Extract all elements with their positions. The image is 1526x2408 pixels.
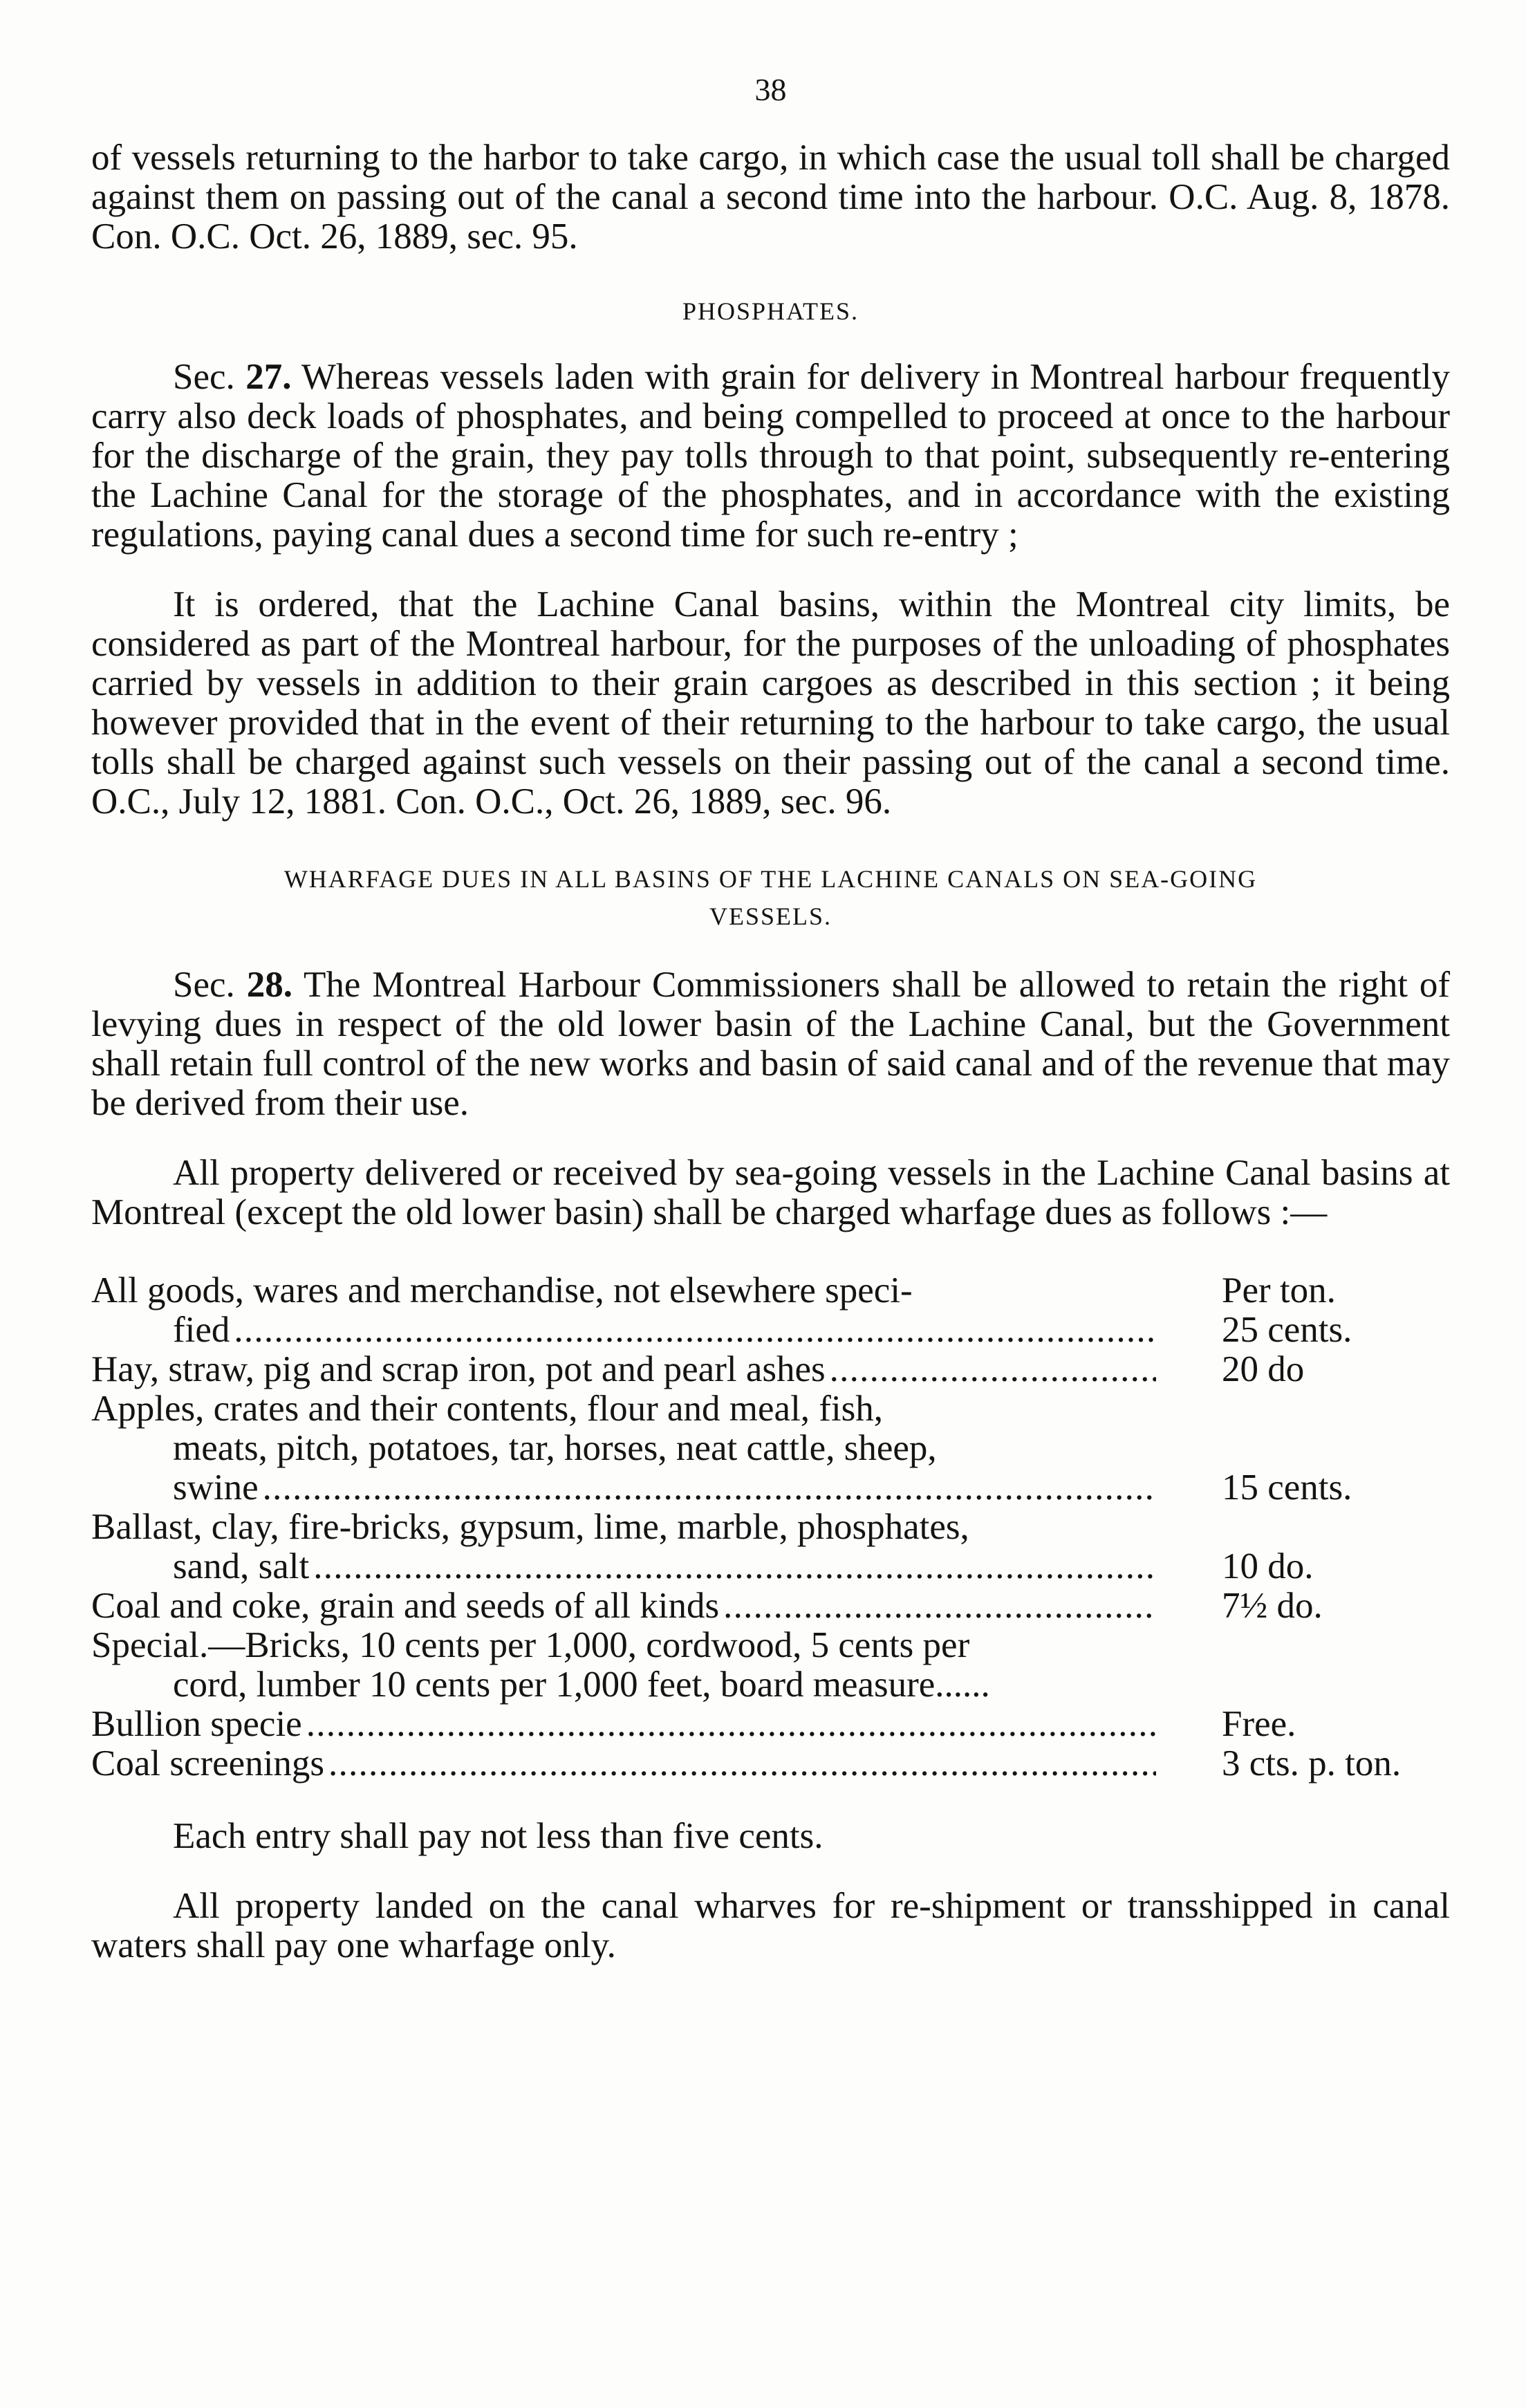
tariff-rate: [1156, 1744, 1450, 1784]
tariff-description: [91, 1508, 1156, 1586]
dot-leader: [723, 1586, 1156, 1626]
tariff-line: swine: [173, 1467, 259, 1508]
section-27-paragraph: [91, 358, 1450, 555]
tariff-row: [91, 1271, 1450, 1350]
tariff-row: [91, 1508, 1450, 1586]
minimum-charge-paragraph: Each entry shall pay not less than five cents.: [173, 1816, 824, 1856]
tariff-line: Coal screenings: [91, 1743, 325, 1784]
phosphates-heading: PHOSPHATES.: [682, 297, 859, 325]
tariff-description: [91, 1389, 1156, 1508]
rate-value: 20 do: [1222, 1349, 1305, 1389]
section-28-paragraph: [91, 965, 1450, 1123]
intro-paragraph: of vessels returning to the harbor to take cargo, in which case the usual toll shall be charged against them on passing out of the canal a second time into the harbour. O.C. Aug. 8, 1878. Con. O.C. Oct. 26, 1889, sec. 95.: [91, 138, 1450, 257]
tariff-line: sand, salt: [173, 1546, 310, 1586]
section-label: Sec.: [173, 965, 235, 1005]
tariff-description: [91, 1350, 1156, 1389]
tariff-row: [91, 1626, 1450, 1705]
tariff-line: Special.—Bricks, 10 cents per 1,000, cordwood, 5 cents per: [91, 1625, 970, 1665]
tariff-description: [91, 1705, 1156, 1744]
tariff-rate: [1156, 1350, 1450, 1389]
tariff-row: [91, 1705, 1450, 1744]
tariff-rate: [1156, 1705, 1450, 1744]
tariff-description: [91, 1626, 1156, 1705]
dot-leader: [306, 1705, 1156, 1744]
rate-value: 7½ do.: [1222, 1586, 1323, 1626]
tariff-row: [91, 1744, 1450, 1784]
tariff-row: [91, 1350, 1450, 1389]
tariff-description: [91, 1744, 1156, 1784]
tariff-description: [91, 1271, 1156, 1350]
dot-leader: [263, 1468, 1156, 1508]
wharfage-intro-paragraph: All property delivered or received by sea-going vessels in the Lachine Canal basins at Montreal (except the old lower basin) shall be charged wharfage dues as follows :—: [91, 1153, 1450, 1232]
rate-unit-header: Per ton.: [1222, 1270, 1336, 1310]
transshipment-paragraph: All property landed on the canal wharves for re-shipment or transshipped in canal waters shall pay one wharfage only.: [91, 1886, 1450, 1965]
rate-value: 3 cts. p. ton.: [1222, 1743, 1402, 1784]
wharfage-heading-line-2: VESSELS.: [709, 902, 832, 930]
dot-leader: [313, 1547, 1156, 1586]
wharfage-tariff-table: [91, 1271, 1450, 1784]
rate-value: 25 cents.: [1222, 1310, 1352, 1350]
section-number: 27.: [245, 357, 292, 397]
page-number: 38: [754, 72, 787, 107]
dot-leader: [830, 1350, 1156, 1389]
tariff-line: Apples, crates and their contents, flour and meal, fish,: [91, 1389, 884, 1429]
tariff-description: [91, 1586, 1156, 1626]
tariff-line: Bullion specie: [91, 1704, 302, 1744]
dot-leader: [328, 1744, 1156, 1784]
dot-leader: [234, 1310, 1156, 1350]
tariff-rate: [1156, 1508, 1450, 1586]
rate-value: 10 do.: [1222, 1546, 1314, 1586]
tariff-rate: [1156, 1626, 1450, 1705]
section-28-text: The Montreal Harbour Commissioners shall be allowed to retain the right of levying dues in respect of the old lower basin of the Lachine Canal, but the Government shall retain full control of the new works and basin of said canal and of the revenue that may be derived from their use.: [91, 965, 1451, 1123]
tariff-line: All goods, wares and merchandise, not elsewhere speci-: [91, 1270, 913, 1310]
tariff-rate: [1156, 1271, 1450, 1350]
tariff-rate: [1156, 1389, 1450, 1508]
tariff-row: [91, 1389, 1450, 1508]
section-number: 28.: [246, 965, 292, 1005]
section-label: Sec.: [173, 357, 235, 397]
tariff-row: [91, 1586, 1450, 1626]
wharfage-heading: [91, 860, 1450, 935]
tariff-line: cord, lumber 10 cents per 1,000 feet, board measure......: [173, 1665, 990, 1705]
tariff-line: meats, pitch, potatoes, tar, horses, neat cattle, sheep,: [173, 1428, 937, 1468]
tariff-rate: [1156, 1586, 1450, 1626]
section-27-text: Whereas vessels laden with grain for delivery in Montreal harbour frequently carry also deck loads of phosphates, and being compelled to proceed at once to the harbour for the discharge of the grain, they pay tolls through to that point, subsequently re-entering the Lachine Canal for the storage of the phosphates, and in accordance with the existing regulations, paying canal dues a second time for such re-entry ;: [91, 357, 1451, 555]
tariff-line: fied: [173, 1310, 230, 1350]
document-page: [91, 69, 1450, 1965]
tariff-line: Ballast, clay, fire-bricks, gypsum, lime, marble, phosphates,: [91, 1507, 969, 1547]
tariff-line: Hay, straw, pig and scrap iron, pot and pearl ashes: [91, 1349, 826, 1389]
wharfage-heading-line-1: WHARFAGE DUES IN ALL BASINS OF THE LACHINE CANALS ON SEA-GOING: [283, 865, 1258, 893]
rate-value: Free.: [1222, 1704, 1296, 1744]
tariff-line: Coal and coke, grain and seeds of all kinds: [91, 1586, 720, 1626]
rate-value: 15 cents.: [1222, 1467, 1352, 1508]
order-paragraph: It is ordered, that the Lachine Canal basins, within the Montreal city limits, be considered as part of the Montreal harbour, for the purposes of the unloading of phosphates carried by vessels in addition to their grain cargoes as described in this section ; it being however provided that in the event of their returning to the harbour to take cargo, the usual tolls shall be charged against such vessels on their passing out of the canal a second time. O.C., July 12, 1881. Con. O.C., Oct. 26, 1889, sec. 96.: [91, 584, 1450, 822]
